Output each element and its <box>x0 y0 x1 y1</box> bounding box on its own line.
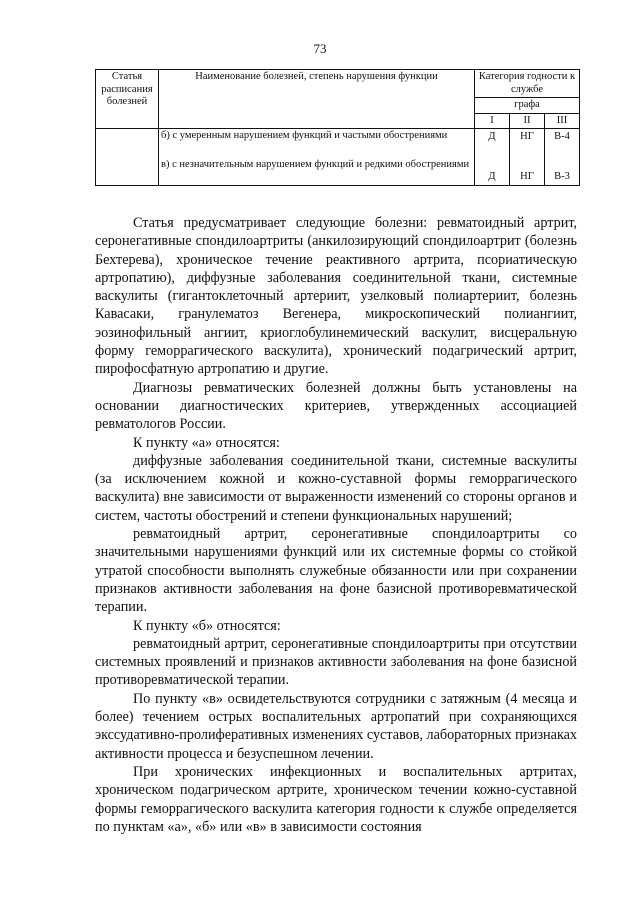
table-header-row <box>96 70 580 98</box>
header-category-label: Категория годности к службе <box>478 71 576 95</box>
paragraph: диффузные заболевания соединительной ткани, системные васкулиты (за исключением кожной и кожно-суставной формы геморрагического васкулита) вне зависимости от выраженности изменений со стороны органов и систем, частоты обострений и степени функциональных нарушений; <box>95 452 577 524</box>
header-col-2: II <box>510 113 545 129</box>
page-number: 73 <box>313 41 327 56</box>
col-2-values <box>510 129 545 186</box>
header-col-3: III <box>545 113 580 129</box>
col-1-values <box>475 129 510 186</box>
paragraph: При хронических инфекционных и воспалительных артритах, хроническом подагрическом артрите, хроническом течении кожно-суставной формы геморрагического васкулита категория годности к службе определяется по пунктам «а», «б» или «в» в зависимости состояния <box>95 763 577 835</box>
row-v-text: в) с незначительным нарушением функций и редкими обострениями <box>161 158 470 170</box>
table-row <box>96 129 580 186</box>
row-descriptions <box>159 129 475 186</box>
col-3-values <box>545 129 580 186</box>
paragraph: Статья предусматривает следующие болезни: ревматоидный артрит, серонегативные спондилоартриты (анкилозирующий спондилоартрит (болезнь Бехтерева), хроническое течение реактивного артрита, псориатическую артропатию), диффузные заболевания соединительной ткани, системные васкулиты (гигантоклеточный артериит, узелковый полиартериит, болезнь Кавасаки, гранулематоз Вегенера, микроскопический полиангиит, эозинофильный ангиит, криоглобулинемический васкулит, висцеральную форму геморрагического васкулита), хронический подагрический артрит, пирофосфатную артропатию и другие. <box>95 215 577 378</box>
row-v-cat-1: Д <box>488 171 496 182</box>
row-b-cat-3: В-4 <box>554 131 570 142</box>
header-graph: графа <box>475 98 580 114</box>
paragraph: К пункту «а» относятся: <box>133 434 280 451</box>
body-text <box>95 214 577 836</box>
row-b-text: б) с умеренным нарушением функций и частыми обострениями <box>161 130 448 141</box>
header-category <box>475 70 580 98</box>
row-b-cat-1: Д <box>488 131 496 142</box>
paragraph: ревматоидный артрит, серонегативные спондилоартриты при отсутствии системных проявлений и признаков активности заболевания на фоне базисной противоревматической терапии. <box>95 635 577 689</box>
header-col-1: I <box>475 113 510 129</box>
disease-table <box>95 69 580 186</box>
paragraph: ревматоидный артрит, серонегативные спондилоартриты со значительными нарушениями функций или их системные формы со стойкой утратой способности выполнять служебные обязанности или при сохранении признаков активности заболевания на фоне базисной противоревматической терапии. <box>95 526 577 616</box>
row-b-cat-2: НГ <box>520 131 534 142</box>
row-v-cat-3: В-3 <box>554 171 570 182</box>
paragraph: Диагнозы ревматических болезней должны быть установлены на основании диагностических критериев, утвержденных ассоциацией ревматологов России. <box>95 379 577 433</box>
header-article: Статья расписания болезней <box>96 70 159 129</box>
article-cell <box>96 129 159 186</box>
paragraph: К пункту «б» относятся: <box>133 617 281 634</box>
row-v-cat-2: НГ <box>520 171 534 182</box>
header-name: Наименование болезней, степень нарушения функции <box>159 70 475 129</box>
paragraph: По пункту «в» освидетельствуются сотрудники с затяжным (4 месяца и более) течением острых воспалительных артропатий при сохраняющихся экссудативно-пролиферативных изменениях суставов, лабораторных признаках активности процесса и безуспешном лечении. <box>95 690 578 762</box>
